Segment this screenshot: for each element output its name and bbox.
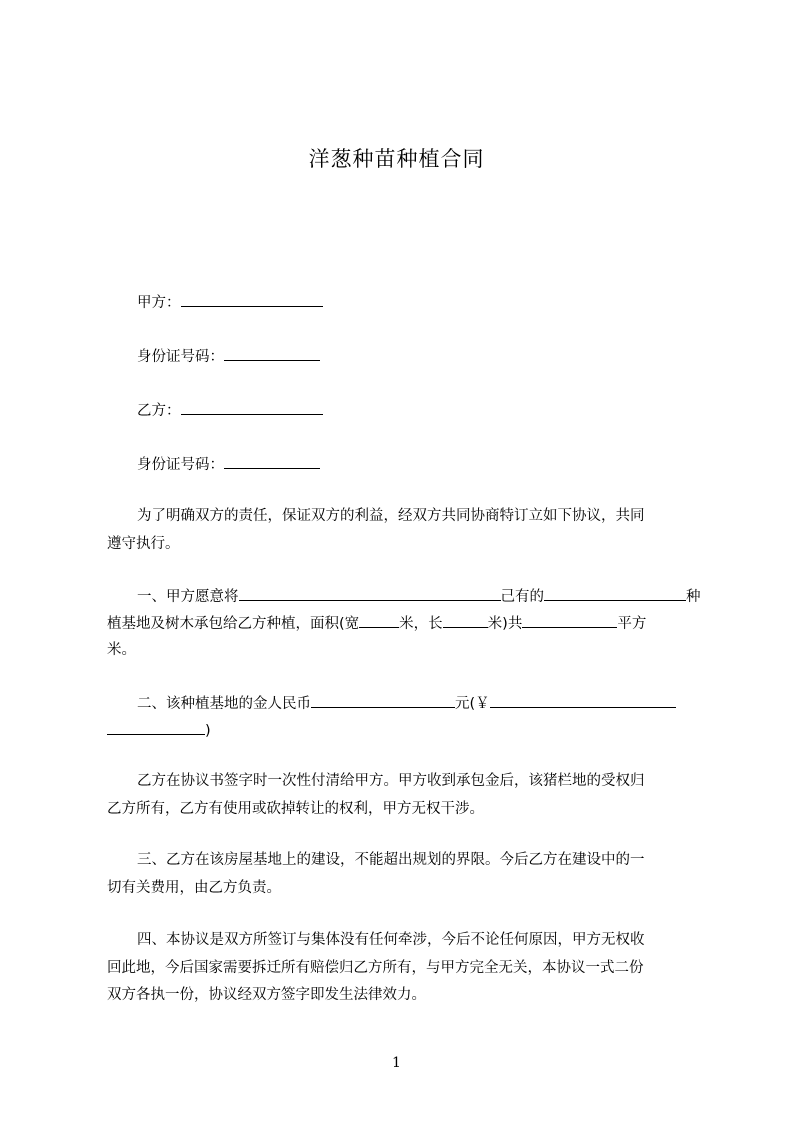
clause1-width-blank (359, 612, 399, 628)
party-b-label: 乙方： (137, 403, 181, 419)
clause2-yuan-blank (490, 692, 676, 708)
clause2-text-c: ) (205, 723, 211, 739)
party-b-id-line (137, 453, 320, 475)
clause1-area-blank (522, 612, 617, 628)
clause2b-line-1: 乙方在协议书签字时一次性付清给甲方。甲方收到承包金后，该猪栏地的受权归 (137, 773, 645, 789)
clause1-text-c: 种 (686, 589, 701, 605)
clause1-text-a: 一、甲方愿意将 (137, 589, 239, 605)
clause1-blank-b (381, 585, 501, 601)
clause1-text-b: 己有的 (500, 589, 544, 605)
clause2-yuan-blank-cont (107, 719, 205, 735)
clause2b-line-2: 乙方所有，乙方有使用或砍掉转让的权利，甲方无权干涉。 (107, 801, 484, 817)
clause1-line-1 (137, 585, 701, 607)
clause3-line-2: 切有关费用，由乙方负责。 (107, 880, 281, 896)
party-b-line (137, 399, 323, 421)
intro-line-1: 为了明确双方的责任，保证双方的利益，经双方共同协商特订立如下协议，共同 (137, 508, 645, 524)
intro-line-2: 遵守执行。 (107, 536, 180, 552)
clause1-line-3: 米。 (107, 642, 136, 658)
clause2-line-2 (107, 719, 211, 741)
document-title: 洋葱种苗种植合同 (308, 147, 485, 171)
clause4-line-3: 双方各执一份，协议经双方签字即发生法律效力。 (107, 987, 426, 1003)
clause1-blank-a (239, 585, 381, 601)
clause3-line-1: 三、乙方在该房屋基地上的建设，不能超出规划的界限。今后乙方在建设中的一 (137, 852, 645, 868)
party-b-id-blank (224, 453, 320, 469)
party-a-blank (181, 291, 323, 307)
party-a-id-blank (224, 345, 320, 361)
party-a-label: 甲方： (137, 295, 181, 311)
party-a-id-line (137, 345, 320, 367)
clause2-text-b: 元(￥ (455, 696, 490, 712)
party-b-id-label: 身份证号码： (137, 457, 224, 473)
clause2-line-1 (137, 692, 676, 714)
clause1-line-2 (107, 612, 646, 634)
clause1-length-blank (443, 612, 488, 628)
party-a-line (137, 291, 323, 313)
party-a-id-label: 身份证号码： (137, 349, 224, 365)
clause2-amount-blank (311, 692, 455, 708)
clause1-text-d: 植基地及树木承包给乙方种植，面积(宽 (107, 616, 360, 632)
clause1-blank-c (544, 585, 686, 601)
clause2-text-a: 二、该种植基地的金人民币 (137, 696, 311, 712)
clause1-text-g: 平方 (617, 616, 647, 632)
clause4-line-2: 回此地，今后国家需要拆迁所有赔偿归乙方所有，与甲方完全无关，本协议一式二份 (107, 960, 644, 976)
clause4-line-1: 四、本协议是双方所签订与集体没有任何牵涉，今后不论任何原因，甲方无权收 (137, 932, 645, 948)
clause1-text-e: 米，长 (399, 616, 443, 632)
page-number: 1 (392, 1055, 401, 1071)
party-b-blank (181, 399, 323, 415)
clause1-text-f: 米)共 (487, 616, 523, 632)
